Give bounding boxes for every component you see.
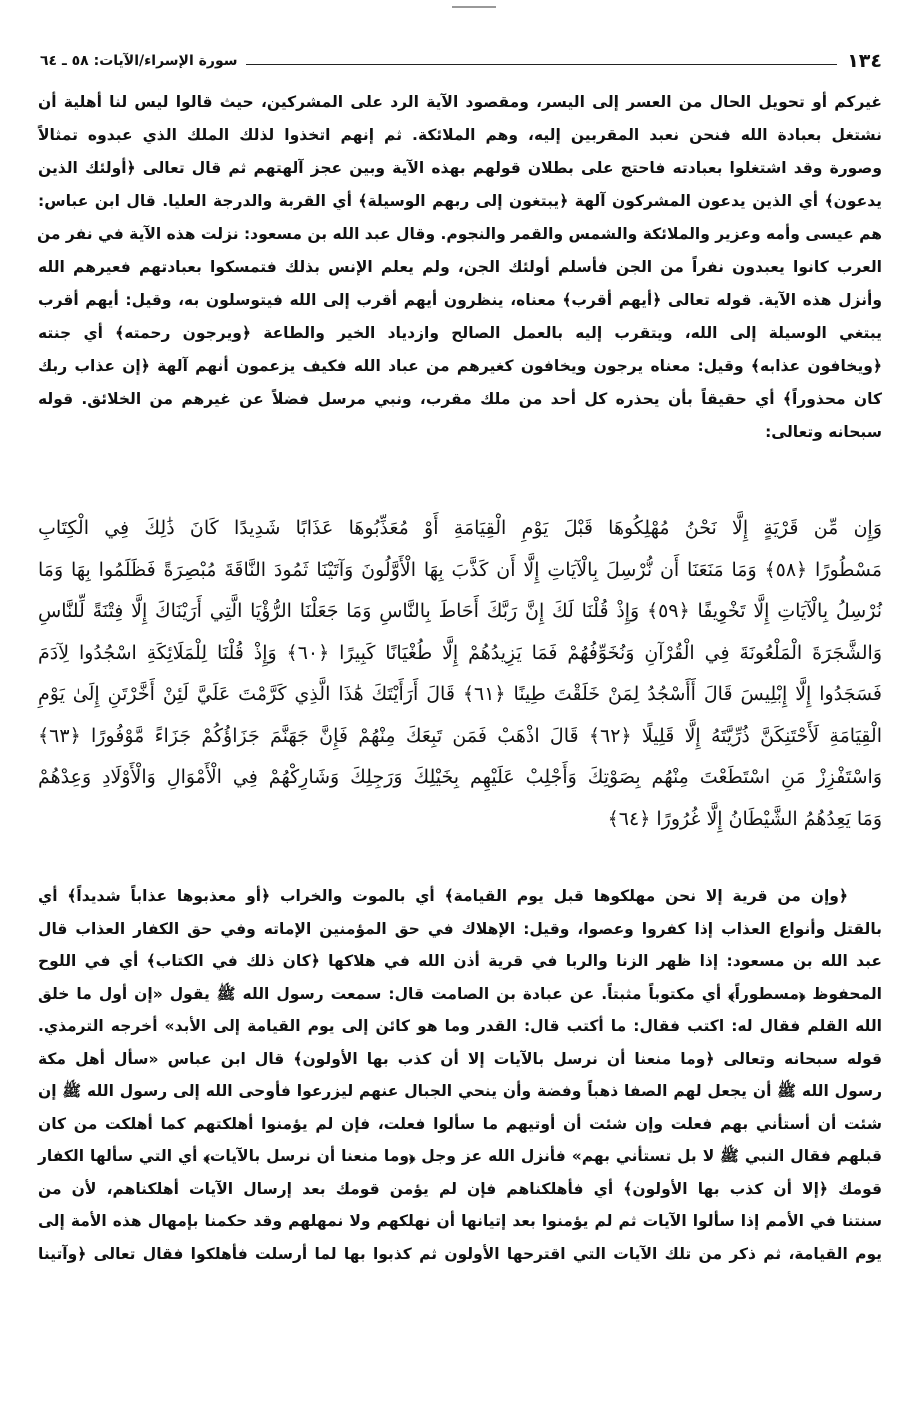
verse-line: وَمَا يَعِدُهُمُ الشَّيْطَانُ إِلَّا غُرُورًا ﴿٦٤﴾ xyxy=(607,807,882,830)
text-line: يدعون﴾ أي الذين يدعون المشركون آلهة ﴿يبتغون إلى ربهم الوسيلة﴾ أي القربة والدرجة العليا. قال ابن عباس: xyxy=(38,192,882,210)
commentary-paragraph-1 xyxy=(38,86,882,449)
verse-line: الْقِيَامَةِ لَأَحْتَنِكَنَّ ذُرِّيَّتَهُ إِلَّا قَلِيلًا ﴿٦٢﴾ قَالَ اذْهَبْ فَمَن تَبِعَكَ مِنْهُمْ فَإِنَّ جَهَنَّمَ جَزَاؤُكُمْ جَزَاءً مَّوْفُورًا ﴿٦٣﴾ xyxy=(38,724,882,747)
verse-line: وَالشَّجَرَةَ الْمَلْعُونَةَ فِي الْقُرْآنِ وَنُخَوِّفُهُمْ فَمَا يَزِيدُهُمْ إِلَّا طُغْيَانًا كَبِيرًا ﴿٦٠﴾ وَإِذْ قُلْنَا لِلْمَلَائِكَةِ اسْجُدُوا لِآدَمَ xyxy=(38,641,882,664)
text-line: عبد الله بن مسعود: إذا ظهر الزنا والربا في قرية أذن الله في هلاكها ﴿كان ذلك في الكتاب﴾ أي في اللوح xyxy=(38,952,882,970)
text-line: قوله سبحانه وتعالى ﴿وما منعنا أن نرسل بالآيات إلا أن كذب بها الأولون﴾ قال ابن عباس «سأل أهل مكة xyxy=(38,1049,882,1068)
verse-line: وَاسْتَفْزِزْ مَنِ اسْتَطَعْتَ مِنْهُم بِصَوْتِكَ وَأَجْلِبْ عَلَيْهِم بِخَيْلِكَ وَرَجِلِكَ وَشَارِكْهُمْ فِي الْأَمْوَالِ وَالْأَوْلَادِ وَعِدْهُمْ xyxy=(38,766,882,788)
text-line: ﴿وإن من قرية إلا نحن مهلكوها قبل يوم القيامة﴾ أي بالموت والخراب ﴿أو معذبوها عذاباً شديداً﴾ أي xyxy=(38,887,848,905)
text-line: هم عيسى وأمه وعزير والملائكة والشمس والقمر والنجوم. وقال عبد الله بن مسعود: نزلت هذه الآية في نفر من xyxy=(36,225,882,243)
text-line: سنتنا في الأمم إذا سألوا الآيات ثم لم يؤمنوا بعد إتيانها أن نهلكهم ولا نمهلهم وقد حكمنا بإمهال هذه الأمة إلى xyxy=(38,1212,882,1230)
header-rule xyxy=(246,64,838,65)
scan-edge-mark xyxy=(452,6,496,8)
text-line: الله القلم فقال له: اكتب فقال: ما أكتب قال: القدر وما هو كائن إلى يوم القيامة إلى الأبد» أخرجه الترمذي. xyxy=(38,1017,882,1035)
text-line: شئت أن أستأني بهم فعلت وإن شئت أن أوتيهم ما سألوا فعلت، فإن لم يؤمنوا أهلكتهم كما أهلكت من كان xyxy=(38,1114,882,1133)
verse-line: وَإِن مِّن قَرْيَةٍ إِلَّا نَحْنُ مُهْلِكُوهَا قَبْلَ يَوْمِ الْقِيَامَةِ أَوْ مُعَذِّبُوهَا عَذَابًا شَدِيدًا كَانَ ذَٰلِكَ فِي الْكِتَابِ xyxy=(38,517,882,539)
text-line: سبحانه وتعالى: xyxy=(765,423,882,441)
text-line: يوم القيامة، ثم ذكر من تلك الآيات التي اقترحها الأولون ثم كذبوا بها لما أرسلت فأهلكوا فقال تعالى ﴿وآتينا xyxy=(38,1244,882,1263)
text-line: المحفوظ ﴿مسطوراً﴾ أي مكتوباً مثبتاً. عن عبادة بن الصامت قال: سمعت رسول الله ﷺ يقول «إن أول ما خلق xyxy=(38,984,882,1003)
text-line: رسول الله ﷺ أن يجعل لهم الصفا ذهباً وفضة وأن ينحي الجبال عنهم ليزرعوا فأوحى الله إلى رسول الله ﷺ إن xyxy=(38,1082,882,1100)
text-line: العرب كانوا يعبدون نفراً من الجن فأسلم أولئك الجن، ولم يعلم الإنس بذلك فتمسكوا بعبادتهم فعيرهم الله xyxy=(38,258,882,276)
text-line: غيركم أو تحويل الحال من العسر إلى اليسر، ومقصود الآية الرد على المشركين، حيث قالوا ليس لنا أهلية أن xyxy=(38,93,882,111)
text-line: وأنزل هذه الآية. قوله تعالى ﴿أيهم أقرب﴾ معناه، ينظرون أيهم أقرب إلى الله فيتوسلون به، وقيل: أيهم أقرب xyxy=(38,291,882,309)
text-line: بالقتل وأنواع العذاب إذا كفروا وعصوا، وقيل: الإهلاك في حق المؤمنين الإماته وفي حق الكفار العذاب قال xyxy=(38,919,882,938)
running-head: سورة الإسراء/الآيات: ٥٨ ـ ٦٤ xyxy=(40,53,238,69)
quran-verses-block xyxy=(38,508,882,840)
text-line: قومك ﴿إلا أن كذب بها الأولون﴾ أي فأهلكناهم فإن لم يؤمن قومك بعد إرسال الآيات أهلكناهم، لأن من xyxy=(38,1179,882,1198)
text-line: نشتغل بعبادة الله فنحن نعبد المقربين إليه، وهم الملائكة. ثم إنهم اتخذوا لذلك الملك الذي عبدوه تمثالاً xyxy=(38,126,882,144)
page-number: ١٣٤ xyxy=(847,50,882,72)
verse-line: فَسَجَدُوا إِلَّا إِبْلِيسَ قَالَ أَأَسْجُدُ لِمَنْ خَلَقْتَ طِينًا ﴿٦١﴾ قَالَ أَرَأَيْتَكَ هَٰذَا الَّذِي كَرَّمْتَ عَلَيَّ لَئِنْ أَخَّرْتَنِ إِلَىٰ يَوْمِ xyxy=(38,683,882,705)
text-line: يبتغي الوسيلة إلى الله، ويتقرب إليه بالعمل الصالح وازدياد الخير والطاعة ﴿ويرجون رحمته﴾ أي جنته xyxy=(38,324,882,342)
page-header xyxy=(40,48,882,74)
verse-line: نُرْسِلُ بِالْآيَاتِ إِلَّا تَخْوِيفًا ﴿٥٩﴾ وَإِذْ قُلْنَا لَكَ إِنَّ رَبَّكَ أَحَاطَ بِالنَّاسِ وَمَا جَعَلْنَا الرُّؤْيَا الَّتِي أَرَيْنَاكَ إِلَّا فِتْنَةً لِّلنَّاسِ xyxy=(38,600,883,622)
text-line: ﴿ويخافون عذابه﴾ وقيل: معناه يرجون ويخافون كغيرهم من عباد الله فكيف يزعمون أنهم آلهة ﴿إن عذاب ربك xyxy=(38,357,882,375)
verse-line: مَسْطُورًا ﴿٥٨﴾ وَمَا مَنَعَنَا أَن نُّرْسِلَ بِالْآيَاتِ إِلَّا أَن كَذَّبَ بِهَا الْأَوَّلُونَ وَآتَيْنَا ثَمُودَ النَّاقَةَ مُبْصِرَةً فَظَلَمُوا بِهَا وَمَا xyxy=(38,558,883,581)
commentary-paragraph-2 xyxy=(38,880,882,1270)
text-line: وصورة وقد اشتغلوا بعبادته فاحتج على بطلان قولهم بهذه الآية وبين عجز آلهتهم ثم قال تعالى ﴿أولئك الذين xyxy=(38,159,882,177)
text-line: قبلهم فقال النبي ﷺ لا بل تستأني بهم» فأنزل الله عز وجل ﴿وما منعنا أن نرسل بالآيات﴾ أي التي سألها الكفار xyxy=(38,1147,882,1165)
text-line: كان محذوراً﴾ أي حقيقاً بأن يحذره كل أحد من ملك مقرب، ونبي مرسل فضلاً عن غيرهم من الخلائق. قوله xyxy=(38,390,882,408)
